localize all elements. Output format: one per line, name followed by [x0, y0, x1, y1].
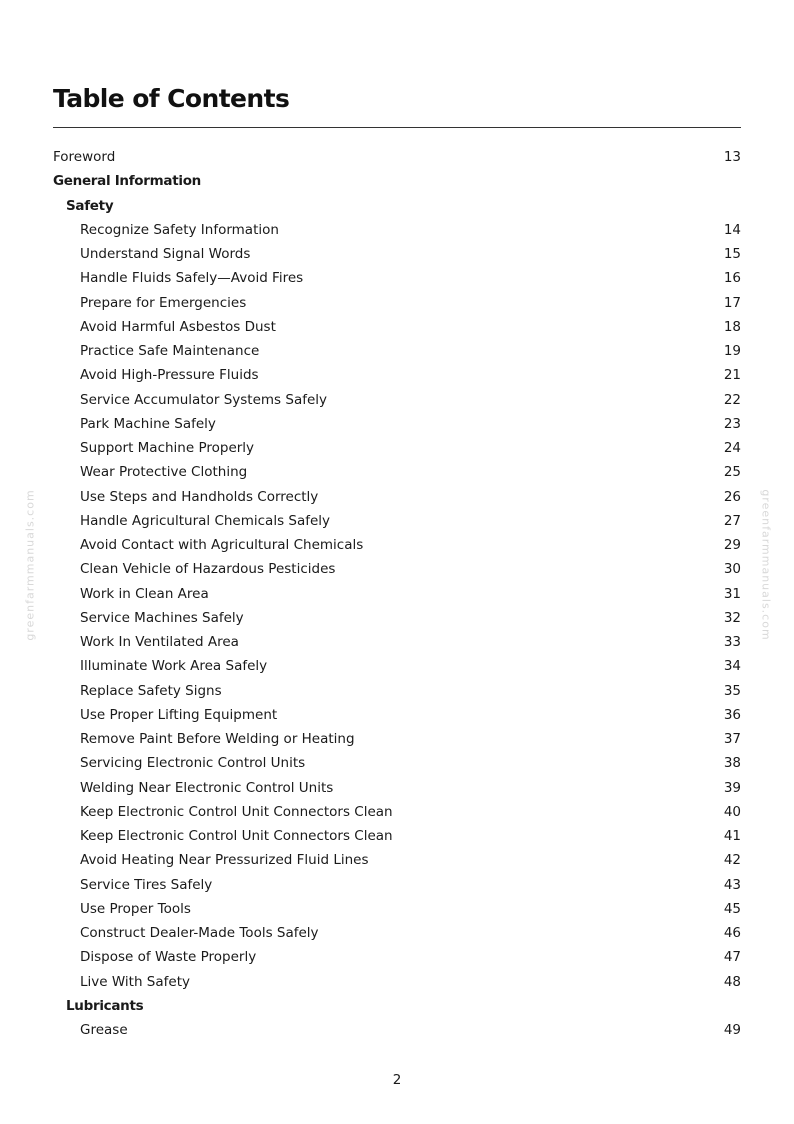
toc-entry[interactable]: [53, 266, 741, 290]
toc-entry-title: Handle Agricultural Chemicals Safely: [80, 512, 331, 529]
toc-entry-page-number: 46: [723, 925, 741, 941]
toc-entry-page-number: 14: [723, 221, 741, 238]
toc-entry-title: Keep Electronic Control Unit Connectors Clean: [80, 803, 393, 820]
toc-entry[interactable]: [53, 412, 741, 436]
toc-entry-title: Service Accumulator Systems Safely: [80, 391, 328, 408]
toc-entry[interactable]: [53, 824, 741, 848]
toc-entry-page-number: 37: [723, 731, 741, 747]
toc-entry-title: Practice Safe Maintenance: [80, 343, 260, 359]
toc-entry-page-number: 21: [723, 367, 741, 384]
toc-entry-page-number: 33: [723, 634, 741, 650]
toc-entry[interactable]: [53, 557, 741, 581]
toc-entry-title: Construct Dealer-Made Tools Safely: [80, 925, 319, 941]
page-number: 2: [392, 1072, 402, 1088]
toc-entry-title: Service Tires Safely: [80, 876, 213, 893]
toc-entry-page-number: 23: [723, 415, 741, 432]
toc-entry-title: Recognize Safety Information: [80, 221, 279, 238]
toc-entry-title: Wear Protective Clothing: [80, 464, 248, 481]
toc-entry-title: Use Proper Lifting Equipment: [80, 706, 278, 723]
toc-section-heading: [53, 194, 741, 218]
toc-entry-title: Service Machines Safely: [80, 609, 244, 626]
toc-entry[interactable]: [53, 679, 741, 703]
toc-entry-title: Clean Vehicle of Hazardous Pesticides: [80, 561, 336, 578]
toc-entry-page-number: 17: [723, 294, 741, 311]
toc-entry[interactable]: [53, 727, 741, 751]
toc-entry-page-number: 26: [723, 488, 741, 505]
toc-entry[interactable]: [53, 848, 741, 872]
toc-entry[interactable]: [53, 485, 741, 509]
toc-entry-title: Live With Safety: [80, 973, 190, 990]
toc-entry-page-number: 45: [723, 900, 741, 917]
toc-entry-page-number: 35: [723, 682, 741, 699]
toc-entry-page-number: 34: [723, 658, 741, 675]
toc-entry[interactable]: [53, 315, 741, 339]
toc-entry[interactable]: [53, 921, 741, 945]
toc-entry-page-number: 40: [723, 803, 741, 820]
toc-entry-page-number: 32: [723, 609, 741, 626]
toc-entry[interactable]: [53, 339, 741, 363]
toc-entry-title: Welding Near Electronic Control Units: [80, 779, 334, 796]
toc-entry-title: Use Proper Tools: [80, 900, 191, 917]
toc-entry-page-number: 24: [723, 440, 741, 456]
toc-entry[interactable]: [53, 800, 741, 824]
toc-entry-title: Replace Safety Signs: [80, 682, 222, 699]
toc-entry[interactable]: [53, 145, 741, 169]
toc-entry-title: Avoid Harmful Asbestos Dust: [80, 318, 276, 335]
toc-entry-page-number: 27: [723, 512, 741, 529]
toc-entry-page-number: 39: [723, 779, 741, 796]
toc-entry-title: Handle Fluids Safely—Avoid Fires: [80, 270, 304, 287]
toc-entry-title: Work In Ventilated Area: [80, 634, 239, 650]
toc-entry[interactable]: [53, 460, 741, 484]
toc-entry-title: Prepare for Emergencies: [80, 294, 247, 311]
toc-entry-page-number: 42: [723, 852, 741, 869]
toc-entry[interactable]: [53, 436, 741, 460]
watermark-right: greenfarmmanuals.com: [759, 489, 773, 641]
toc-entry-page-number: 41: [723, 828, 741, 844]
toc-entry[interactable]: [53, 509, 741, 533]
toc-section-heading: [53, 994, 741, 1018]
title-divider: [53, 127, 741, 128]
toc-entry-page-number: 29: [723, 537, 741, 553]
toc-entry-page-number: 16: [723, 270, 741, 287]
toc-entry[interactable]: [53, 751, 741, 775]
toc-entry-title: Use Steps and Handholds Correctly: [80, 488, 319, 505]
toc-entry-title: Support Machine Properly: [80, 440, 255, 456]
toc-entry-title: General Information: [53, 173, 201, 190]
toc-entry-title: Avoid High-Pressure Fluids: [80, 367, 259, 384]
toc-entry-page-number: 38: [723, 755, 741, 772]
toc-entry-title: Safety: [66, 197, 114, 214]
toc-entry-title: Dispose of Waste Properly: [80, 949, 257, 966]
toc-entry[interactable]: [53, 388, 741, 412]
toc-entry-title: Servicing Electronic Control Units: [80, 755, 306, 772]
toc-entry[interactable]: [53, 1018, 741, 1042]
toc-entry-title: Keep Electronic Control Unit Connectors Clean: [80, 828, 393, 844]
toc-entry-title: Remove Paint Before Welding or Heating: [80, 731, 355, 747]
toc-entry-title: Avoid Contact with Agricultural Chemicals: [80, 537, 364, 553]
toc-entry-page-number: 25: [723, 464, 741, 481]
toc-entry[interactable]: [53, 582, 741, 606]
toc-entry[interactable]: [53, 291, 741, 315]
toc-entry-page-number: 18: [723, 318, 741, 335]
watermark-left: greenfarmmanuals.com: [23, 489, 37, 641]
toc-entry[interactable]: [53, 218, 741, 242]
toc-entry[interactable]: [53, 945, 741, 969]
toc-entry-page-number: 36: [723, 706, 741, 723]
toc-entry-page-number: 48: [723, 973, 741, 990]
toc-entry-title: Grease: [80, 1022, 128, 1038]
toc-entry[interactable]: [53, 630, 741, 654]
toc-entry-page-number: 30: [723, 561, 741, 578]
toc-entry[interactable]: [53, 703, 741, 727]
toc-entry-title: Lubricants: [66, 997, 144, 1014]
toc-entry[interactable]: [53, 970, 741, 994]
toc-entry-page-number: 31: [723, 585, 741, 602]
page-title: Table of Contents: [53, 84, 290, 113]
toc-entry[interactable]: [53, 606, 741, 630]
toc-entry-page-number: 15: [723, 246, 741, 262]
toc-entry[interactable]: [53, 533, 741, 557]
toc-entry[interactable]: [53, 363, 741, 387]
toc-entry-page-number: 43: [723, 876, 741, 893]
toc-entry[interactable]: [53, 776, 741, 800]
toc-entry[interactable]: [53, 242, 741, 266]
toc-entry-title: Illuminate Work Area Safely: [80, 658, 268, 675]
toc-section-heading: [53, 169, 741, 193]
toc-entry-title: Work in Clean Area: [80, 585, 209, 602]
toc-entry-page-number: 19: [723, 343, 741, 359]
toc-entry-page-number: 49: [723, 1022, 741, 1038]
toc-entry-title: Understand Signal Words: [80, 246, 251, 262]
toc-entry[interactable]: [53, 654, 741, 678]
toc-entry-title: Foreword: [53, 149, 116, 165]
toc-entry[interactable]: [53, 897, 741, 921]
toc-entry-title: Avoid Heating Near Pressurized Fluid Lines: [80, 852, 369, 869]
toc-entry-page-number: 13: [723, 149, 741, 165]
toc-entry-page-number: 22: [723, 391, 741, 408]
toc-entry[interactable]: [53, 873, 741, 897]
toc-entry-page-number: 47: [723, 949, 741, 966]
toc-entry-title: Park Machine Safely: [80, 415, 216, 432]
toc-list: [53, 145, 741, 1042]
